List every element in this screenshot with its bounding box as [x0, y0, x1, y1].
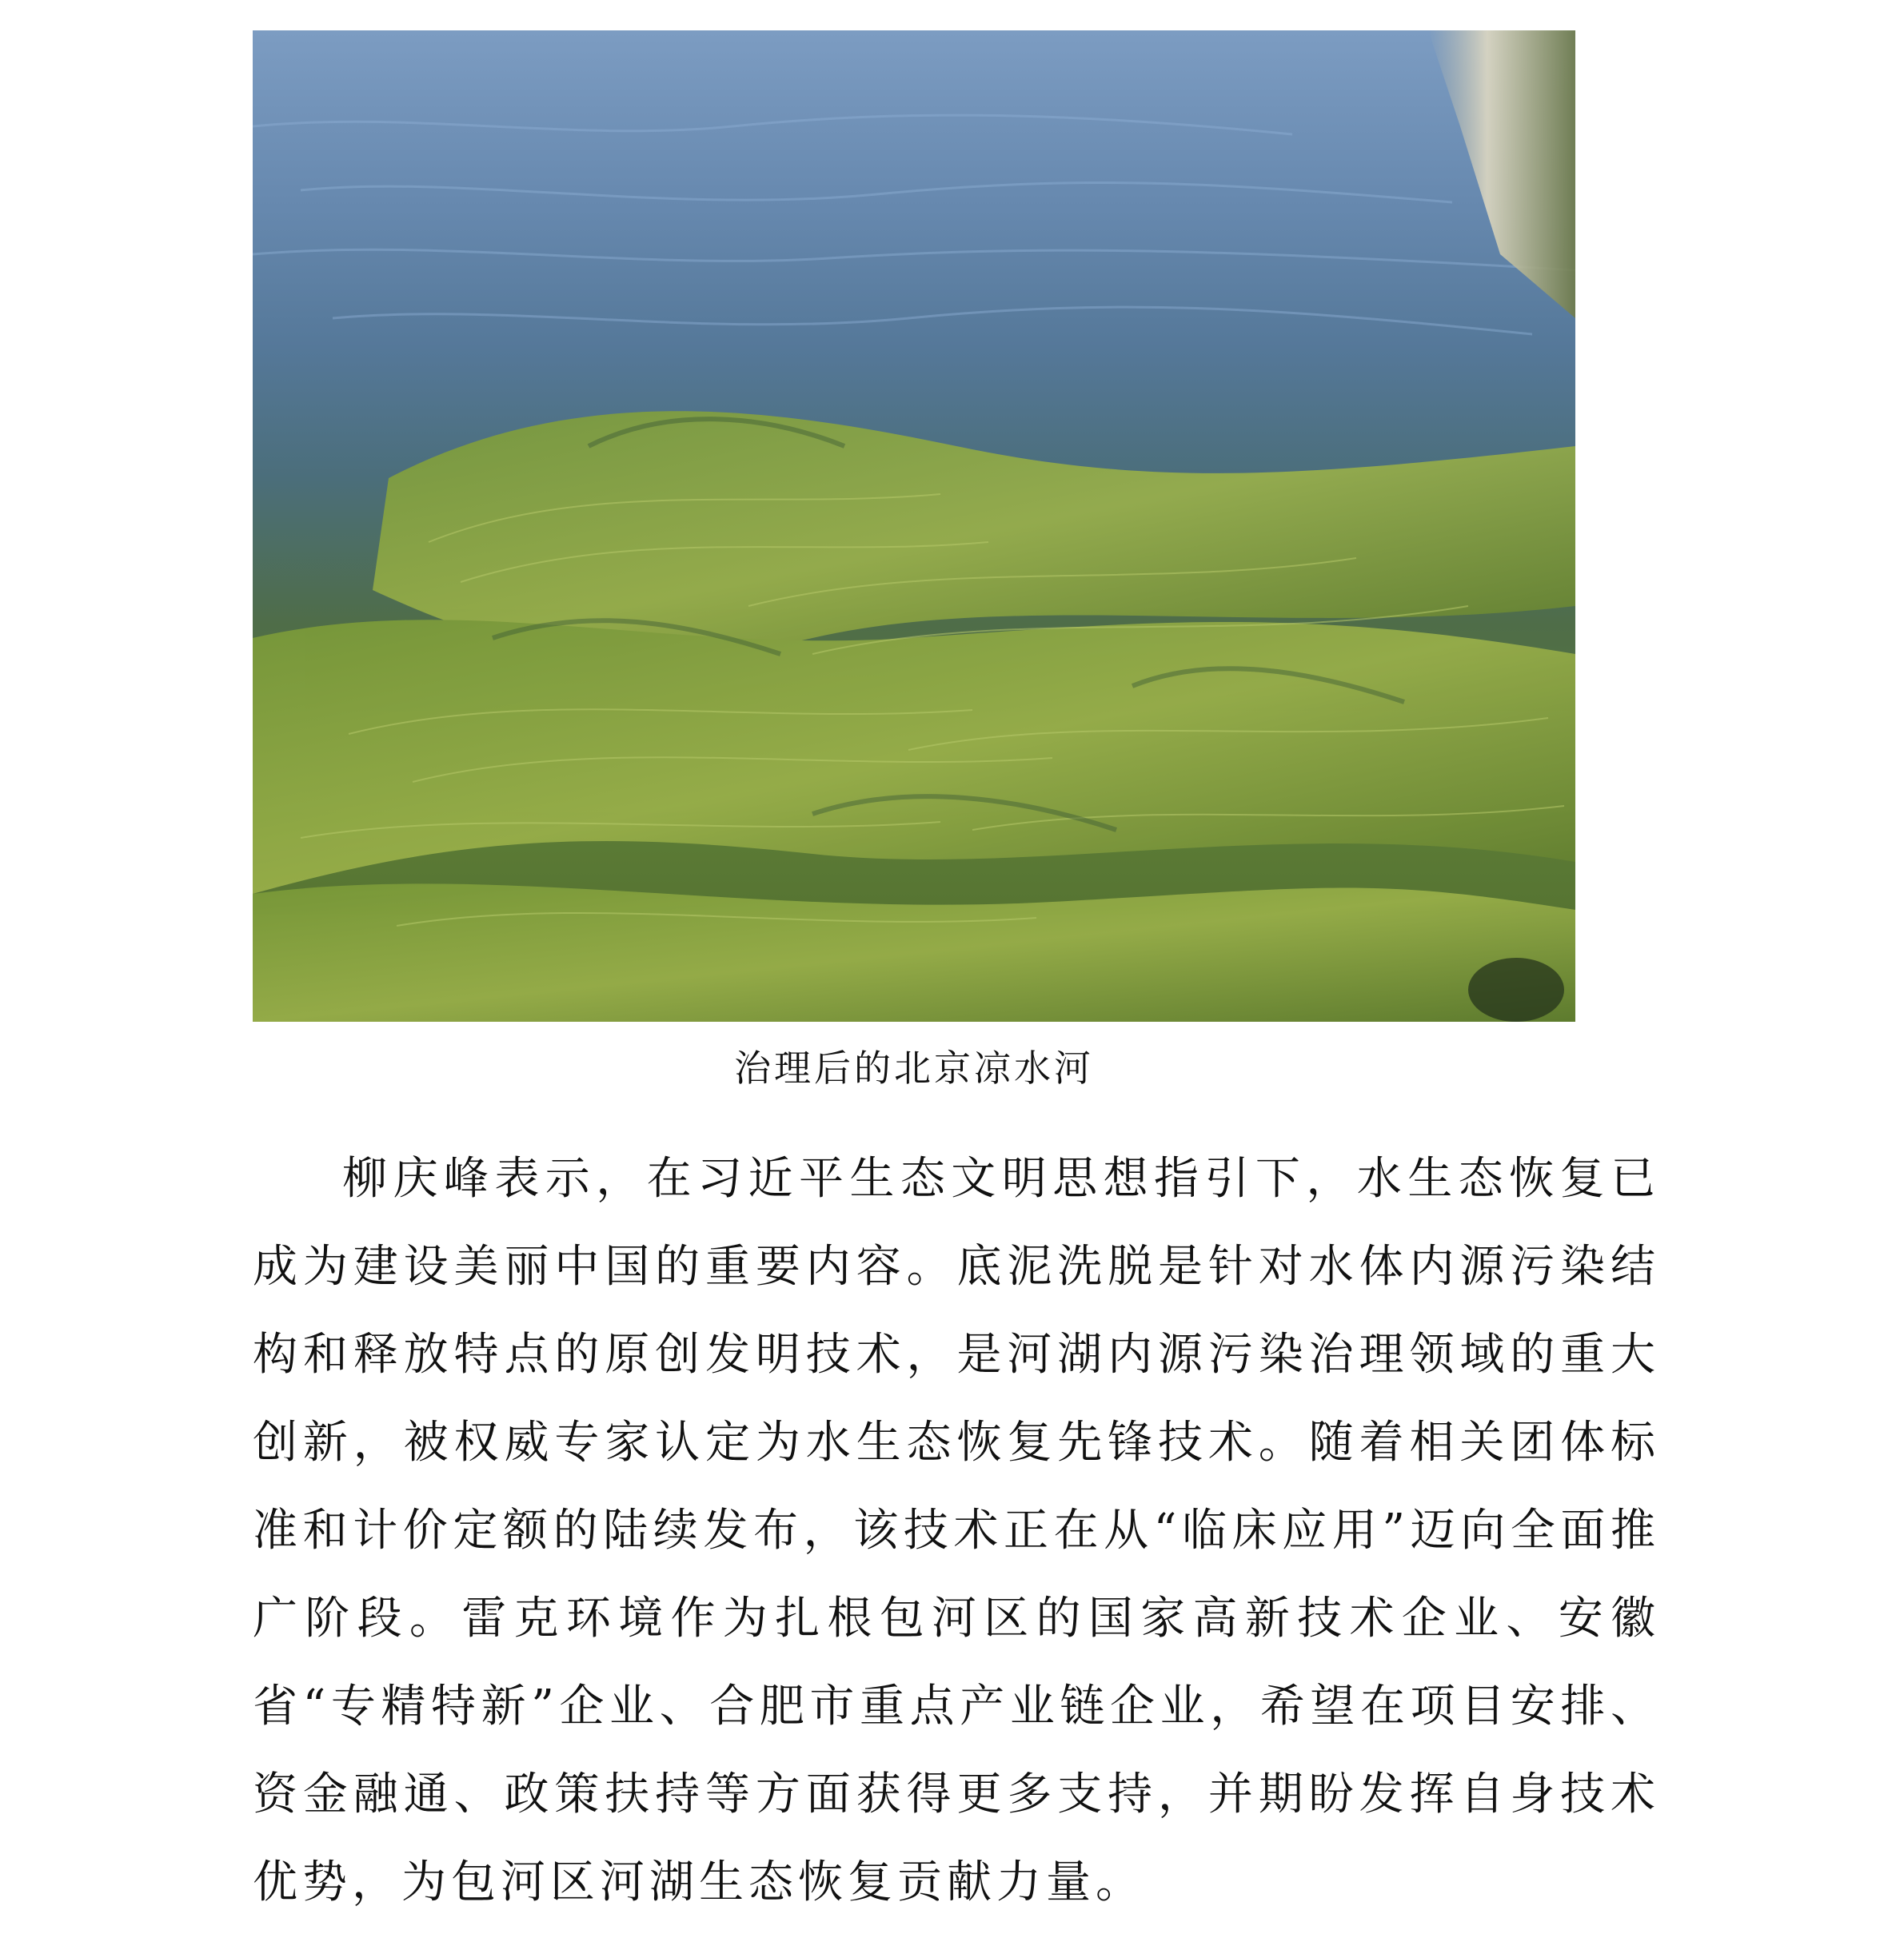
river-photo — [253, 30, 1575, 1022]
article-paragraph: 柳庆峰表示，在习近平生态文明思想指引下，水生态恢复已成为建设美丽中国的重要内容。底泥洗脱是针对水体内源污染结构和释放特点的原创发明技术，是河湖内源污染治理领域的重大创新，被权威专家认定为水生态恢复先锋技术。随着相关团体标准和计价定额的陆续发布，该技术正在从“临床应用”迈向全面推广阶段。雷克环境作为扎根包河区的国家高新技术企业、安徽省“专精特新”企业、合肥市重点产业链企业，希望在项目安排、资金融通、政策扶持等方面获得更多支持，并期盼发挥自身技术优势，为包河区河湖生态恢复贡献力量。 — [253, 1153, 1660, 1908]
river-photo-illustration — [253, 30, 1575, 1022]
figure-caption: 治理后的北京凉水河 — [734, 1047, 1094, 1090]
article-body — [253, 1135, 1660, 1927]
